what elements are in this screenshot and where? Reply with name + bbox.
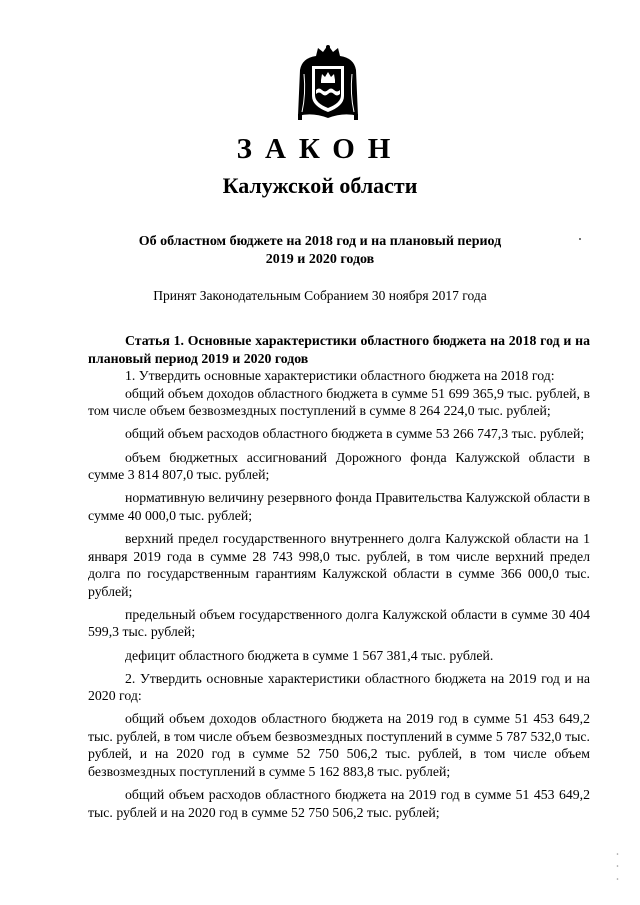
law-title-line-1: Об областном бюджете на 2018 год и на плановый период xyxy=(138,234,502,249)
paragraph: 1. Утвердить основные характеристики областного бюджета на 2018 год: xyxy=(125,368,555,384)
paragraph: 2. Утвердить основные характеристики областного бюджета на 2019 год и на 2020 год: xyxy=(88,670,590,704)
law-title xyxy=(0,233,640,269)
article-heading: Статья 1. Основные характеристики областного бюджета на 2018 год и на плановый период 2019 и 2020 годов xyxy=(88,333,590,366)
paragraph: предельный объем государственного долга Калужской области в сумме 30 404 599,3 тыс. рублей; xyxy=(88,606,590,640)
paragraph: общий объем расходов областного бюджета в сумме 53 266 747,3 тыс. рублей; xyxy=(125,426,585,442)
paragraph: общий объем расходов областного бюджета на 2019 год в сумме 51 453 649,2 тыс. рублей и на 2020 год в сумме 52 750 506,2 тыс. рублей; xyxy=(88,787,590,820)
region-name: Калужской области xyxy=(222,173,418,198)
adoption-note: Принят Законодательным Собранием 30 ноября 2017 года xyxy=(153,288,487,303)
paragraph: общий объем доходов областного бюджета на 2019 год в сумме 51 453 649,2 тыс. рублей, в том числе объем безвозмездных поступлений в сумме 5 787 532,0 тыс. рублей, и на 2020 год в сумме 52 750 506,2 тыс. рублей, в том числе объем безвозмездных поступлений в сумме 5 162 883,8 тыс. рублей; xyxy=(88,711,590,780)
coat-of-arms-icon xyxy=(296,44,360,122)
article-1 xyxy=(88,332,590,827)
paragraph: верхний предел государственного внутреннего долга Калужской области на 1 января 2019 года в сумме 28 743 998,0 тыс. рублей, в том числе верхний предел долга по государственным гарантиям Калужской области в сумме 366 000,0 тыс. рублей; xyxy=(88,530,590,599)
paragraph: общий объем доходов областного бюджета в сумме 51 699 365,9 тыс. рублей, в том числе объем безвозмездных поступлений в сумме 8 264 224,0 тыс. рублей; xyxy=(88,385,590,419)
paragraph: объем бюджетных ассигнований Дорожного фонда Калужской области в сумме 3 814 807,0 тыс. рублей; xyxy=(88,449,590,483)
scan-edge-marks xyxy=(616,852,619,882)
scan-speck xyxy=(579,238,581,240)
document-heading: ЗАКОН xyxy=(236,133,404,165)
law-title-line-2: 2019 и 2020 годов xyxy=(265,252,375,267)
paragraph: дефицит областного бюджета в сумме 1 567 381,4 тыс. рублей. xyxy=(125,647,494,663)
paragraph: нормативную величину резервного фонда Правительства Калужской области в сумме 40 000,0 тыс. рублей; xyxy=(88,490,590,523)
